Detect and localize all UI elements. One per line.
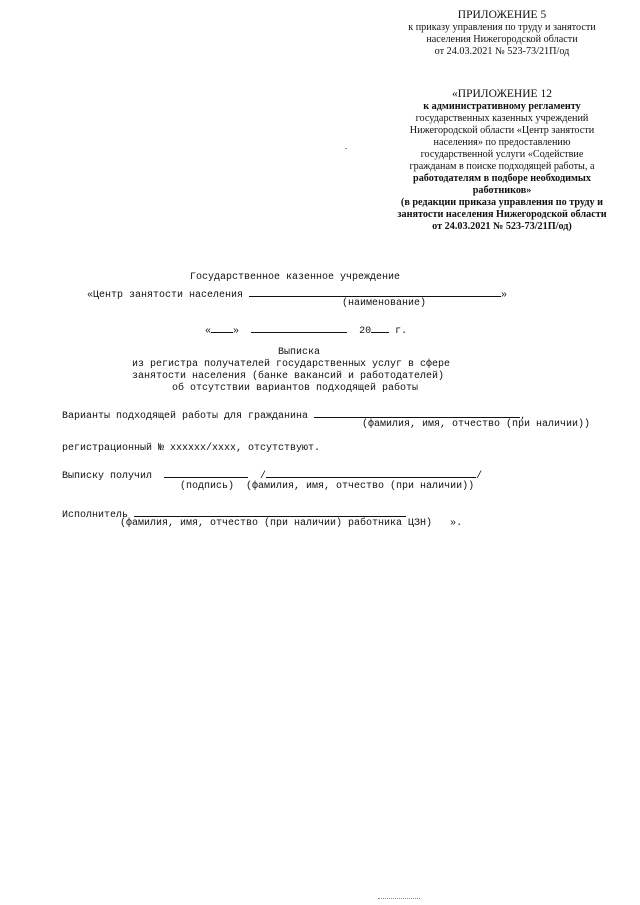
separator: / <box>476 471 483 482</box>
receiver-caption: (фамилия, имя, отчество (при наличии)) <box>246 481 475 492</box>
appendix-12-line: работодателям в подборе необходимых <box>413 173 591 184</box>
appendix-12-line: населения» по предоставлению <box>433 137 571 148</box>
year-prefix: 20 <box>359 326 372 337</box>
appendix-12-line: работников» <box>472 185 532 196</box>
name-caption: (наименование) <box>342 298 427 309</box>
appendix-12-line: к административному регламенту <box>423 101 581 112</box>
receiver-name-field[interactable] <box>266 467 476 478</box>
scan-edge-mark <box>378 898 420 901</box>
day-field[interactable] <box>211 322 233 333</box>
doc-title: Выписка <box>278 347 321 358</box>
doc-subtitle-line: об отсутствии вариантов подходящей работы <box>172 383 419 394</box>
signature-field[interactable] <box>164 467 248 478</box>
appendix-12-line: гражданам в поиске подходящей работы, а <box>409 161 595 172</box>
scan-speck <box>345 148 347 149</box>
year-suffix: г. <box>389 326 408 337</box>
citizen-caption: (фамилия, имя, отчество (при наличии)) <box>362 419 591 430</box>
appendix-12-line: государственной услуги «Содействие <box>420 149 584 160</box>
doc-subtitle-line: занятости населения (банке вакансий и работодателей) <box>132 371 445 382</box>
appendix-5-header <box>372 8 632 58</box>
center-name-field[interactable] <box>249 286 501 297</box>
separator: / <box>260 471 267 482</box>
redaction-line: от 24.03.2021 № 523-73/21П/од) <box>432 221 572 232</box>
appendix-5-line: от 24.03.2021 № 523-73/21П/од <box>434 46 570 57</box>
registration-line: регистрационный № хххххх/хххх, отсутствуют. <box>62 443 321 454</box>
executor-caption: (фамилия, имя, отчество (при наличии) работника ЦЗН) <box>120 518 433 529</box>
variants-suffix: , <box>520 411 527 422</box>
institution-line: Государственное казенное учреждение <box>190 272 401 283</box>
year-field[interactable] <box>371 322 389 333</box>
date-close: » <box>233 326 240 337</box>
redaction-line: занятости населения Нижегородской области <box>397 209 607 220</box>
received-captions <box>180 481 474 493</box>
redaction-line: (в редакции приказа управления по труду и <box>400 197 604 208</box>
appendix-5-line: населения Нижегородской области <box>426 34 578 45</box>
executor-name-field[interactable] <box>134 506 406 517</box>
center-suffix: » <box>501 290 508 301</box>
received-label: Выписку получил <box>62 471 153 482</box>
doc-subtitle-line: из регистра получателей государственных услуг в сфере <box>132 359 451 370</box>
signature-caption: (подпись) <box>180 481 235 492</box>
variants-label: Варианты подходящей работы для гражданина <box>62 411 309 422</box>
date-open: « <box>205 326 212 337</box>
appendix-5-line: к приказу управления по труду и занятости <box>408 22 596 33</box>
appendix-12-title: «ПРИЛОЖЕНИЕ 12 <box>452 88 552 100</box>
citizen-name-field[interactable] <box>314 407 520 418</box>
center-prefix: «Центр занятости населения <box>87 290 244 301</box>
appendix-12-header <box>392 87 612 197</box>
executor-caption-line <box>120 518 462 530</box>
appendix-5-title: ПРИЛОЖЕНИЕ 5 <box>457 9 547 21</box>
closing-quote: ». <box>450 518 463 529</box>
appendix-12-line: государственных казенных учреждений <box>415 113 589 124</box>
center-name-line <box>87 286 507 302</box>
month-field[interactable] <box>251 322 347 333</box>
date-line <box>205 322 407 338</box>
executor-label: Исполнитель <box>62 510 129 521</box>
redaction-note <box>388 197 616 233</box>
appendix-12-line: Нижегородской области «Центр занятости <box>409 125 595 136</box>
